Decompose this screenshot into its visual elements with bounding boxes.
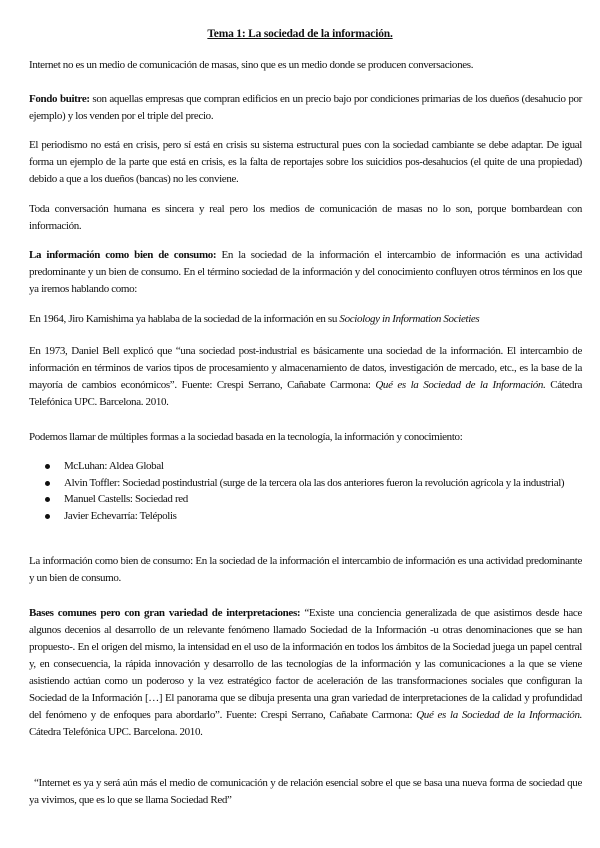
paragraph-internet: Internet no es un medio de comunicación de masas, sino que es un medio donde se producen conversaciones.	[29, 59, 474, 71]
source-tail-bases: Cátedra Telefónica UPC. Barcelona. 2010.	[29, 726, 203, 738]
bullet-icon	[45, 464, 50, 469]
list-item: McLuhan: Aldea Global	[29, 458, 582, 475]
paragraph-bell	[29, 343, 582, 411]
text-fondo-buitre: son aquellas empresas que compran edificios en un precio bajo por condiciones primarias de los dueños (desahucio por ejemplo) y los venden por el triple del precio.	[29, 93, 582, 122]
bullet-list	[29, 458, 582, 524]
term-bases-comunes: Bases comunes pero con gran variedad de interpretaciones:	[29, 607, 301, 619]
source-tail-bell: Cátedra Telefónica UPC. Barcelona. 2010.	[29, 379, 582, 408]
paragraph-conversacion: Toda conversación humana es sincera y real pero los medios de comunicación de masas no lo son, porque bombardean con información.	[29, 203, 582, 232]
paragraph-bases-comunes	[29, 605, 582, 741]
quote-sociedad-red: “Internet es ya y será aún más el medio de comunicación y de relación esencial sobre el que se basa una nueva forma de sociedad que ya vivimos, que es lo que se llama Sociedad Red”	[29, 777, 582, 806]
bullet-icon	[45, 497, 50, 502]
source-title-bell: Qué es la Sociedad de la Información.	[375, 379, 546, 391]
term-fondo-buitre: Fondo buitre:	[29, 93, 90, 105]
paragraph-fondo-buitre	[29, 91, 582, 125]
bullet-icon	[45, 514, 50, 519]
book-title-kamishima: Sociology in Information Societies	[339, 313, 480, 325]
paragraph-bien-consumo-repeat: La información como bien de consumo: En la sociedad de la información el intercambio de información es una actividad predominante y un bien de consumo.	[29, 555, 582, 584]
source-title-bases: Qué es la Sociedad de la Información.	[416, 709, 582, 721]
paragraph-bien-consumo	[29, 247, 582, 298]
list-item: Javier Echevarría: Telépolis	[29, 508, 582, 525]
bullet-icon	[45, 481, 50, 486]
text-bell: En 1973, Daniel Bell explicó que “una sociedad post-industrial es básicamente una sociedad de la información. El intercambio de información en términos de varios tipos de procesamiento y almacenamiento de datos, investigación de mercado, etc., es la base de la mayoría de cambios económicos”. Fuente: Crespi Serrano, Cañabate Carmona:	[29, 345, 582, 391]
paragraph-kamishima	[29, 311, 582, 328]
list-item: Alvin Toffler: Sociedad postindustrial (surge de la tercera ola las dos anteriores fueron la revolución agrícola y la industrial)	[29, 475, 582, 492]
page-title: Tema 1: La sociedad de la información.	[207, 28, 393, 40]
text-kamishima: En 1964, Jiro Kamishima ya hablaba de la sociedad de la información en su	[29, 313, 340, 325]
term-bien-consumo: La información como bien de consumo:	[29, 249, 217, 261]
list-item: Manuel Castells: Sociedad red	[29, 491, 582, 508]
text-bien-consumo: En la sociedad de la información el intercambio de información es una actividad predominante y un bien de consumo. En el término sociedad de la información y del conocimiento confluyen otros términos en los que ya iremos hablando como:	[29, 249, 583, 295]
paragraph-formas: Podemos llamar de múltiples formas a la sociedad basada en la tecnología, la información y conocimiento:	[29, 431, 463, 443]
text-bases-comunes: “Existe una conciencia generalizada de que asistimos desde hace algunos decenios al desarrollo de un relevante fenómeno llamado Sociedad de la Información -u otras denominaciones que se han propuesto-. En el origen del mismo, la intensidad en el uso de la información en todos los ámbitos de la Sociedad juega un papel central y, en consecuencia, la rápida innovación y desarrollo de las tecnologías de la información y las comunicaciones a la que se viene asistiendo actúan como un poderoso y la vez estratégico factor de aceleración de las transformaciones sociales que configuran la Sociedad de la Información […] El panorama que se dibuja presenta una gran variedad de interpretaciones de la calidad y profundidad del fenómeno y de enfoques para abordarlo”. Fuente: Crespi Serrano, Cañabate Carmona:	[29, 607, 582, 721]
paragraph-periodismo: El periodismo no está en crisis, pero sí está en crisis su sistema estructural pues con la sociedad cambiante se debe adaptar. De igual forma un ejemplo de la parte que está en crisis, es la falta de reportajes sobre los suicidios pos-desahucios (el quite de una propiedad) debido a que a los dueños (bancas) no les conviene.	[29, 139, 582, 185]
